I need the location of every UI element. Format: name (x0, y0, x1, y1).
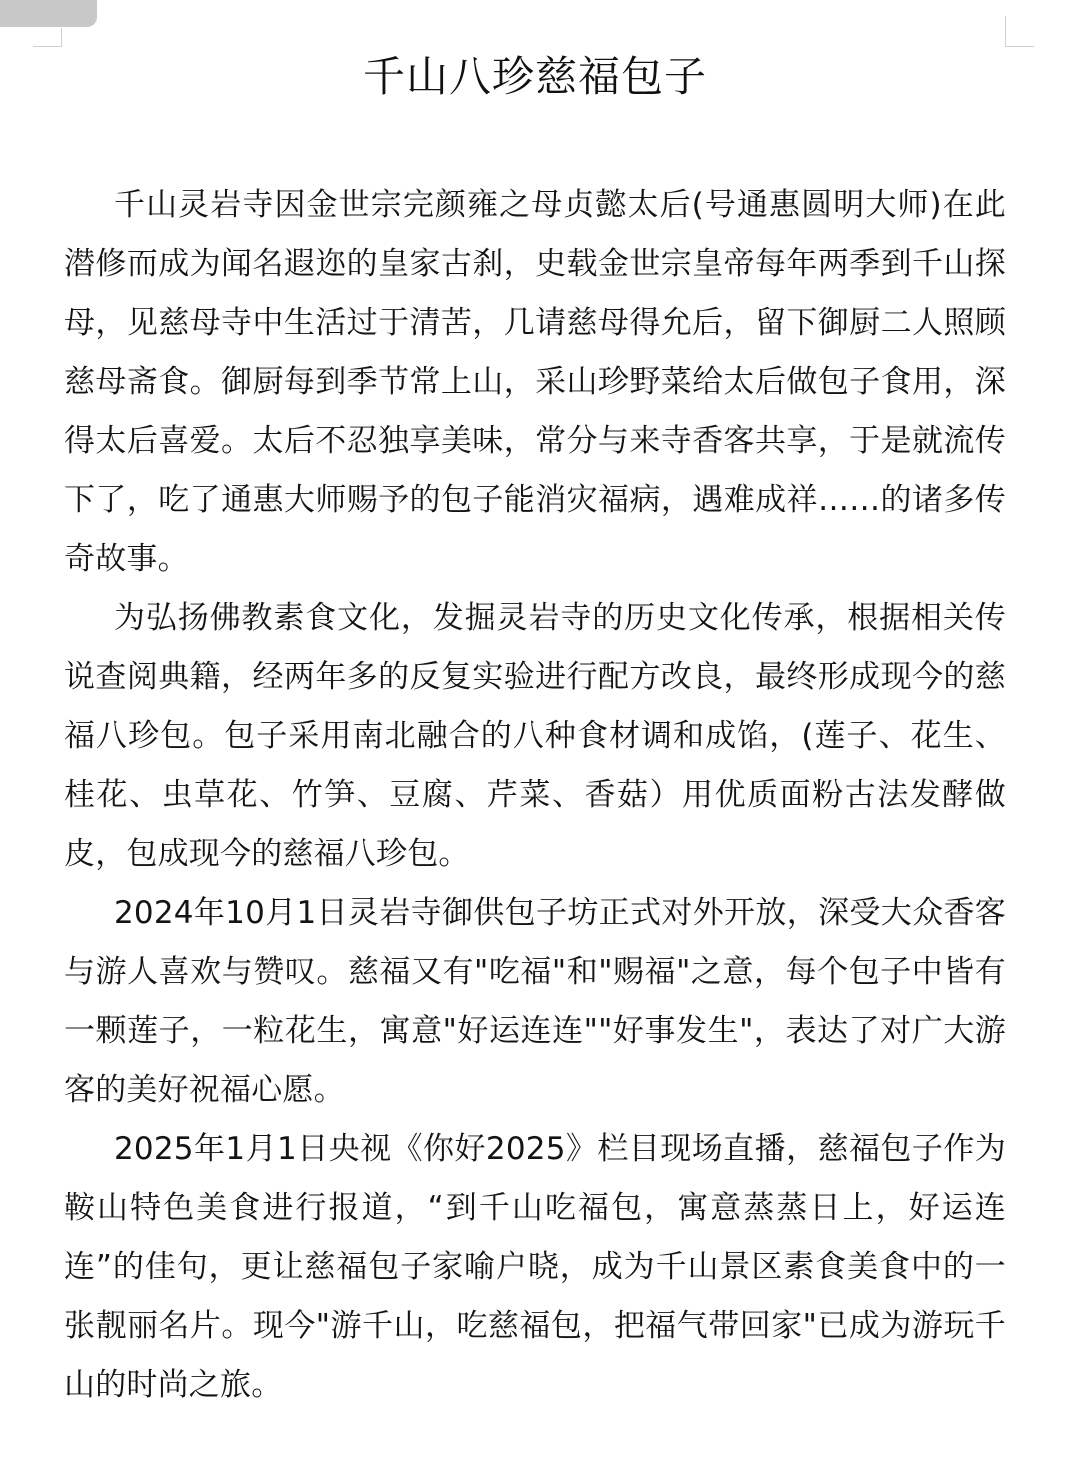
overlay-tab[interactable] (0, 0, 97, 27)
paragraph-opening: 2024年10月1日灵岩寺御供包子坊正式对外开放，深受大众香客与游人喜欢与赞叹。慈福又有"吃福"和"赐福"之意，每个包子中皆有一颗莲子，一粒花生，寓意"好运连连""好事发生"，表达了对广大游客的美好祝福心愿。 (64, 895, 1006, 1108)
paragraph-history: 千山灵岩寺因金世宗完颜雍之母贞懿太后(号通惠圆明大师)在此潜修而成为闻名遐迩的皇家古刹，史载金世宗皇帝每年两季到千山探母，见慈母寺中生活过于清苦，几请慈母得允后，留下御厨二人照顾慈母斋食。御厨每到季节常上山，采山珍野菜给太后做包子食用，深得太后喜爱。太后不忍独享美味，常分与来寺香客共享，于是就流传下了，吃了通惠大师赐予的包子能消灾福病，遇难成祥……的诸多传奇故事。 (64, 187, 1006, 577)
margin-corner-mark-top-right (1005, 16, 1034, 47)
paragraph-recipe: 为弘扬佛教素食文化，发掘灵岩寺的历史文化传承，根据相关传说查阅典籍，经两年多的反复实验进行配方改良，最终形成现今的慈福八珍包。包子采用南北融合的八种食材调和成馅，(莲子、花生、桂花、虫草花、竹笋、豆腐、芹菜、香菇）用优质面粉古法发酵做皮，包成现今的慈福八珍包。 (64, 600, 1006, 872)
paragraph-cctv-report: 2025年1月1日央视《你好2025》栏目现场直播，慈福包子作为鞍山特色美食进行报道，“到千山吃福包，寓意蒸蒸日上，好运连连”的佳句，更让慈福包子家喻户晓，成为千山景区素食美食中的一张靓丽名片。现今"游千山，吃慈福包，把福气带回家"已成为游玩千山的时尚之旅。 (64, 1131, 1006, 1403)
document-body (64, 176, 1006, 1415)
document-page (64, 46, 1006, 1415)
document-title: 千山八珍慈福包子 (362, 52, 707, 101)
margin-corner-mark-top-left (33, 28, 62, 47)
